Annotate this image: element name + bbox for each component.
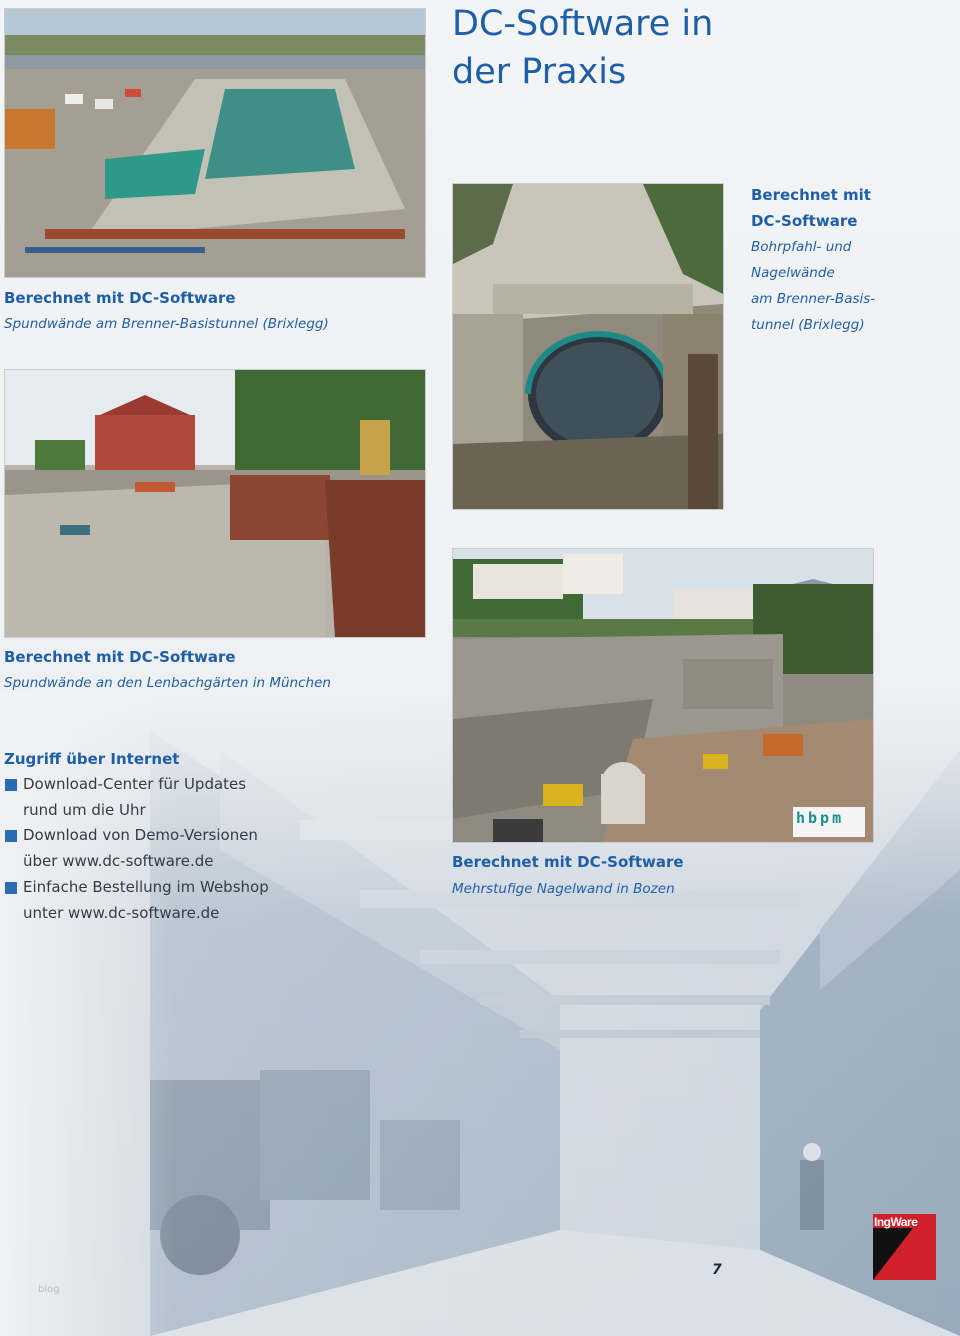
list-item [4, 875, 344, 926]
bullet-square-icon [5, 830, 17, 842]
caption-line: Nagelwände [751, 265, 835, 281]
caption-text-brixlegg: Spundwände am Brenner-Basistunnel (Brixlegg) [4, 316, 329, 332]
list-item-line: Download von Demo-Versionen [23, 826, 258, 845]
logo-text: IngWare [874, 1215, 918, 1229]
page-title: DC-Software in der Praxis [452, 4, 714, 92]
bullet-square-icon [5, 882, 17, 894]
caption-heading-brixlegg: Berechnet mit DC-Software [4, 289, 236, 307]
construction-pit-image [5, 9, 425, 277]
caption-line: am Brenner-Basis- [751, 291, 876, 307]
list-item-line: Einfache Bestellung im Webshop [23, 877, 269, 896]
photo-bohrpfahl-brixlegg [452, 183, 724, 510]
caption-line: Bohrpfahl- und [751, 239, 852, 255]
nail-wall-image [453, 549, 873, 842]
internet-heading: Zugriff über Internet [4, 750, 180, 768]
list-item-line: unter www.dc-software.de [23, 903, 220, 922]
internet-access-section [4, 746, 344, 926]
tunnel-portal-image [453, 184, 723, 509]
list-item [4, 823, 344, 874]
caption-bohrpfahl [751, 182, 951, 338]
page-number: 7 [712, 1262, 722, 1278]
list-item [4, 772, 344, 823]
caption-heading-lenbach: Berechnet mit DC-Software [4, 648, 236, 666]
caption-line: Berechnet mit [751, 186, 871, 204]
list-item-line: über www.dc-software.de [23, 852, 214, 871]
list-item-line: Download-Center für Updates [23, 775, 247, 793]
caption-heading-bozen: Berechnet mit DC-Software [452, 853, 684, 871]
hbpm-watermark: hbpm [796, 809, 845, 827]
caption-line: DC-Software [751, 212, 858, 230]
bullet-square-icon [5, 779, 17, 791]
internet-list [4, 772, 344, 926]
photo-spundwaende-brixlegg [4, 8, 426, 278]
footer-mark: blog [38, 1284, 60, 1295]
photo-lenbachgaerten [4, 369, 426, 638]
ingware-logo [873, 1214, 936, 1280]
photo-nagelwand-bozen [452, 548, 874, 843]
caption-text-bozen: Mehrstufige Nagelwand in Bozen [452, 881, 675, 897]
excavation-pit-image [5, 370, 425, 637]
caption-line: tunnel (Brixlegg) [751, 317, 865, 333]
caption-text-lenbach: Spundwände an den Lenbachgärten in München [4, 675, 331, 691]
list-item-line: rund um die Uhr [23, 800, 146, 819]
